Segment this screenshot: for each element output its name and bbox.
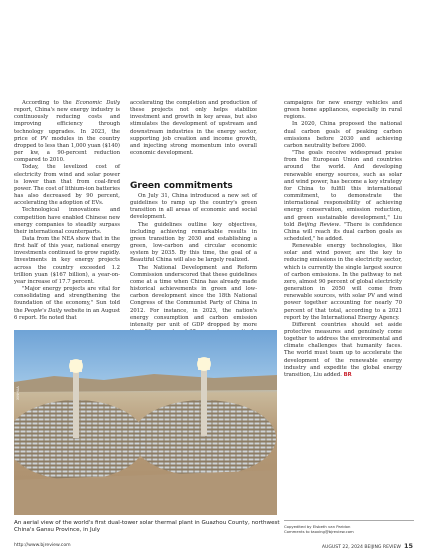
photo-credit: XINHUA xyxy=(16,386,20,400)
footer-issue xyxy=(322,542,413,550)
paragraph: campaigns for new energy vehicles and green home appliances, especially in rural regions. xyxy=(284,100,402,121)
paragraph: Data from the NEA show that in the first half of this year, national energy investments continued to grow rapidly. Investments in key energy projects across the country exceeded 1.2 trillion yuan ($167 billion), a year-on-year increase of 17.7 percent. xyxy=(14,235,120,285)
paragraph: Different countries should set aside protective measures and genuinely come together to address the environmental and climate challenges that humanity faces. The world must team up to accelerate the development of the renewable energy industry and expedite the global energy transition, Liu added. BR xyxy=(284,321,402,378)
issue-label: AUGUST 22, 2024 BEIJING REVIEW xyxy=(321,545,401,550)
article-column-3 xyxy=(284,100,402,379)
section-heading: Green commitments xyxy=(130,181,233,191)
paragraph: Technological innovations and competition have enabled Chinese new energy companies to steadily surpass their international counterparts. xyxy=(14,207,120,235)
paragraph: The National Development and Reform Commission underscored that these guidelines come at a time when China has already made historical achievements in green and low-carbon development since the 18th National Congress of the Communist Party of China in 2012. For instance, in 2023, the nation's energy consumption and carbon emission intensity per unit of GDP dropped by more xyxy=(130,264,257,328)
copyedit-note xyxy=(284,520,414,534)
comments-line: Comments to taoxing@bjreview.com xyxy=(284,529,354,535)
end-mark: BR xyxy=(343,371,352,378)
paragraph: Renewable energy technologies, like solar and wind power, are the key to reducing emissions in the electricity sector, which is currently the single largest source of carbon emissions. In the pathway to net zero, almost 90 percent of global electricity generation in 2050 will come from renewable sources, with solar PV and wind power together accounting for nearly 70 percent of that total, according to a 2021 report by the International Energy Agency. xyxy=(284,243,402,321)
copyedit-line: Copyedited by Elsbeth van Paridon xyxy=(284,524,351,529)
solar-field-illustration xyxy=(14,330,277,515)
solar-plant-photo xyxy=(14,330,277,515)
paragraph: On July 31, China introduced a new set of guidelines to ramp up the country's green transition in all areas of economic and social development. xyxy=(130,193,257,221)
article-column-1 xyxy=(14,100,120,322)
article-column-2 xyxy=(130,100,257,157)
page-number: 15 xyxy=(403,542,413,550)
photo-caption: An aerial view of the world's first dual-tower solar thermal plant in Guazhou County, northwest China's Gansu Province, in July xyxy=(14,520,280,534)
footer-url[interactable]: http://www.bjreview.com xyxy=(14,543,71,548)
paragraph: The guidelines outline key objectives, including achieving remarkable results in green transition by 2030 and establishing a green, low-carbon and circular economic system by 2035. By this time, the goal of a Beautiful China will also be largely realized. xyxy=(130,221,257,264)
paragraph: accelerating the completion and production of these projects not only helps stabilize investment and growth in key areas, but also stimulates the development of upstream and downstream industries in the energy sector, supporting job creation and income growth, and injecting strong momentum into overall economic development. xyxy=(130,100,257,157)
paragraph: In 2020, China proposed the national dual carbon goals of peaking carbon emissions before 2030 and achieving carbon neutrality before 2060. xyxy=(284,121,402,149)
paragraph: "Major energy projects are vital for consolidating and strengthening the foundation of the economy," Sun told the People's Daily website in an August 6 report. He noted that xyxy=(14,286,120,321)
paragraph: Today, the levelized cost of electricity from wind and solar power is lower than that from coal-fired power. The cost of lithium-ion batteries has also decreased by 90 percent, accelerating the adoption of EVs. xyxy=(14,164,120,207)
paragraph: "The goals receive widespread praise from the European Union and countries around the world. And developing renewable energy sources, such as solar and wind power, has become a key strategy for China to fulfill this international commitment, to demonstrate the international responsibility of achieving energy conservation, emission reduction, and green sustainable development," Liu told Beijing Review. "There is confidence China will reach its dual carbon goals as scheduled," he added. xyxy=(284,150,403,242)
paragraph: According to the Economic Daily report, China's new energy industry is continuously reducing costs and improving efficiency through technology upgrades. In 2023, the price of PV modules in the country dropped to less than 1,000 yuan ($140) per kw, a 90-percent reduction compared to 2010. xyxy=(14,100,120,164)
